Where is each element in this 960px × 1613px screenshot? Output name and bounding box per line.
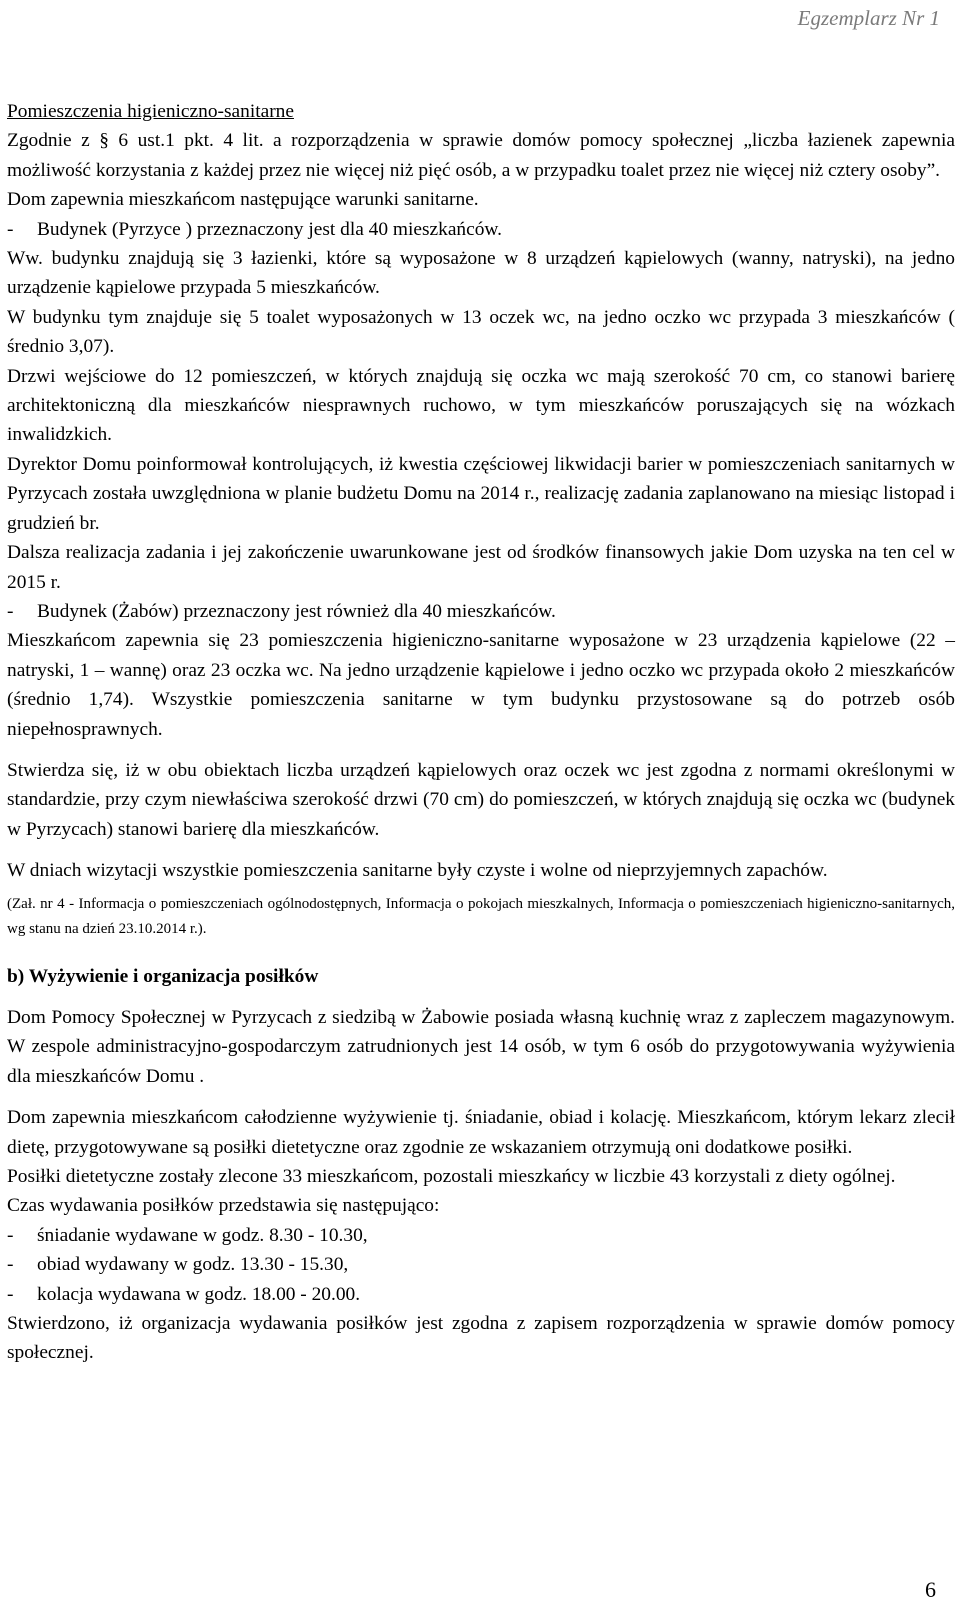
section-title: Pomieszczenia higieniczno-sanitarne <box>7 101 294 122</box>
attachment-note: (Zał. nr 4 - Informacja o pomieszczeniach ogólnodostępnych, Informacja o pokojach mieszkalnych, Informacja o pomieszczeniach higieniczno-sanitarnych, wg stanu na dzień 23.10.2014 r.). <box>7 895 955 937</box>
page-header-label: Egzemplarz Nr 1 <box>797 6 940 30</box>
paragraph-meals: Dom zapewnia mieszkańcom całodzienne wyżywienie tj. śniadanie, obiad i kolację. Mieszkańcom, którym lekarz zlecił dietę, przygotowywane są posiłki dietetyczne oraz zgodnie ze wskazaniem otrzymują oni dodatkowe posiłki. <box>7 1107 955 1158</box>
section-heading-b: b) Wyżywienie i organizacja posiłków <box>7 965 319 987</box>
paragraph-cleanliness: W dniach wizytacji wszystkie pomieszczenia sanitarne były czyste i wolne od nieprzyjemnych zapachów. <box>7 860 828 882</box>
document-body <box>7 97 955 1368</box>
paragraph-doors: Drzwi wejściowe do 12 pomieszczeń, w których znajdują się oczka wc mają szerokość 70 cm, co stanowi barierę architektoniczną dla mieszkańców niesprawnych ruchowo, w tym mieszkańców poruszających się na wózkach inwalidzkich. <box>7 365 955 446</box>
paragraph-kitchen: Dom Pomocy Społecznej w Pyrzycach z siedzibą w Żabowie posiada własną kuchnię wraz z zapleczem magazynowym. W zespole administracyjno-gospodarczym zatrudnionych jest 14 osób, w tym 6 osób do przygotowywania wyżywienia dla mieszkańców Domu . <box>7 1006 955 1087</box>
list-item-supper <box>7 1280 955 1309</box>
paragraph-sanitary-intro: Dom zapewnia mieszkańcom następujące warunki sanitarne. <box>7 189 479 211</box>
paragraph-zabow-facilities: Mieszkańcom zapewnia się 23 pomieszczenia higieniczno-sanitarne wyposażone w 23 urządzenia kąpielowe (22 –natryski, 1 – wannę) oraz 23 oczka wc. Na jedno urządzenie kąpielowe i jedno oczko wc przypada około 2 mieszkańców (średnio 1,74). Wszystkie pomieszczenia sanitarne w tym budynku przystosowane są do potrzeb osób niepełnosprawnych. <box>7 630 955 740</box>
paragraph-diets: Posiłki dietetyczne zostały zlecone 33 mieszkańcom, pozostali mieszkańcy w liczbie 43 korzystali z diety ogólnej. <box>7 1166 896 1187</box>
dash-marker: - <box>7 218 14 240</box>
dash-item-text: Budynek (Pyrzyce ) przeznaczony jest dla 40 mieszkańców. <box>37 218 503 240</box>
dash-marker: - <box>7 1254 14 1276</box>
paragraph-meal-conclusion: Stwierdzono, iż organizacja wydawania posiłków jest zgodna z zapisem rozporządzenia w sprawie domów pomocy społecznej. <box>7 1313 955 1364</box>
paragraph-meal-times-intro: Czas wydawania posiłków przedstawia się następująco: <box>7 1195 440 1217</box>
page-number: 6 <box>925 1577 936 1602</box>
dash-item-pyrzyce <box>7 215 955 244</box>
paragraph-further-realization: Dalsza realizacja zadania i jej zakończenie uwarunkowane jest od środków finansowych jakie Dom uzyska na ten cel w 2015 r. <box>7 542 955 593</box>
list-item-text: obiad wydawany w godz. 13.30 - 15.30, <box>37 1254 349 1276</box>
dash-item-zabow <box>7 597 955 626</box>
paragraph-director: Dyrektor Domu poinformował kontrolujących, iż kwestia częściowej likwidacji barier w pomieszczeniach sanitarnych w Pyrzycach została uwzględniona w planie budżetu Domu na 2014 r., realizację zadania zaplanowano na miesiąc listopad i grudzień br. <box>7 453 955 534</box>
dash-item-text: Budynek (Żabów) przeznaczony jest również dla 40 mieszkańców. <box>37 600 556 622</box>
list-item-breakfast <box>7 1221 955 1250</box>
paragraph-toilets: W budynku tym znajduje się 5 toalet wyposażonych w 13 oczek wc, na jedno oczko wc przypada 3 mieszkańców ( średnio 3,07). <box>7 306 955 358</box>
paragraph-bathrooms: Ww. budynku znajdują się 3 łazienki, które są wyposażone w 8 urządzeń kąpielowych (wanny, natryski), na jedno urządzenie kąpielowe przypada 5 mieszkańców. <box>7 248 955 299</box>
dash-marker: - <box>7 1224 14 1246</box>
list-item-text: kolacja wydawana w godz. 18.00 - 20.00. <box>37 1283 361 1305</box>
paragraph-conclusion: Stwierdza się, iż w obu obiektach liczba urządzeń kąpielowych oraz oczek wc jest zgodna z normami określonymi w standardzie, przy czym niewłaściwa szerokość drzwi (70 cm) do pomieszczeń, w których znajdują się oczka wc (budynek w Pyrzycach) stanowi barierę dla mieszkańców. <box>7 759 955 840</box>
list-item-lunch <box>7 1250 955 1279</box>
dash-marker: - <box>7 1283 14 1305</box>
paragraph-regulation: Zgodnie z § 6 ust.1 pkt. 4 lit. a rozporządzenia w sprawie domów pomocy społecznej „liczba łazienek zapewnia możliwość korzystania z każdej przez nie więcej niż pięć osób, a w przypadku toalet przez nie więcej niż cztery osoby”. <box>7 130 955 181</box>
list-item-text: śniadanie wydawane w godz. 8.30 - 10.30, <box>37 1224 368 1246</box>
dash-marker: - <box>7 600 14 622</box>
